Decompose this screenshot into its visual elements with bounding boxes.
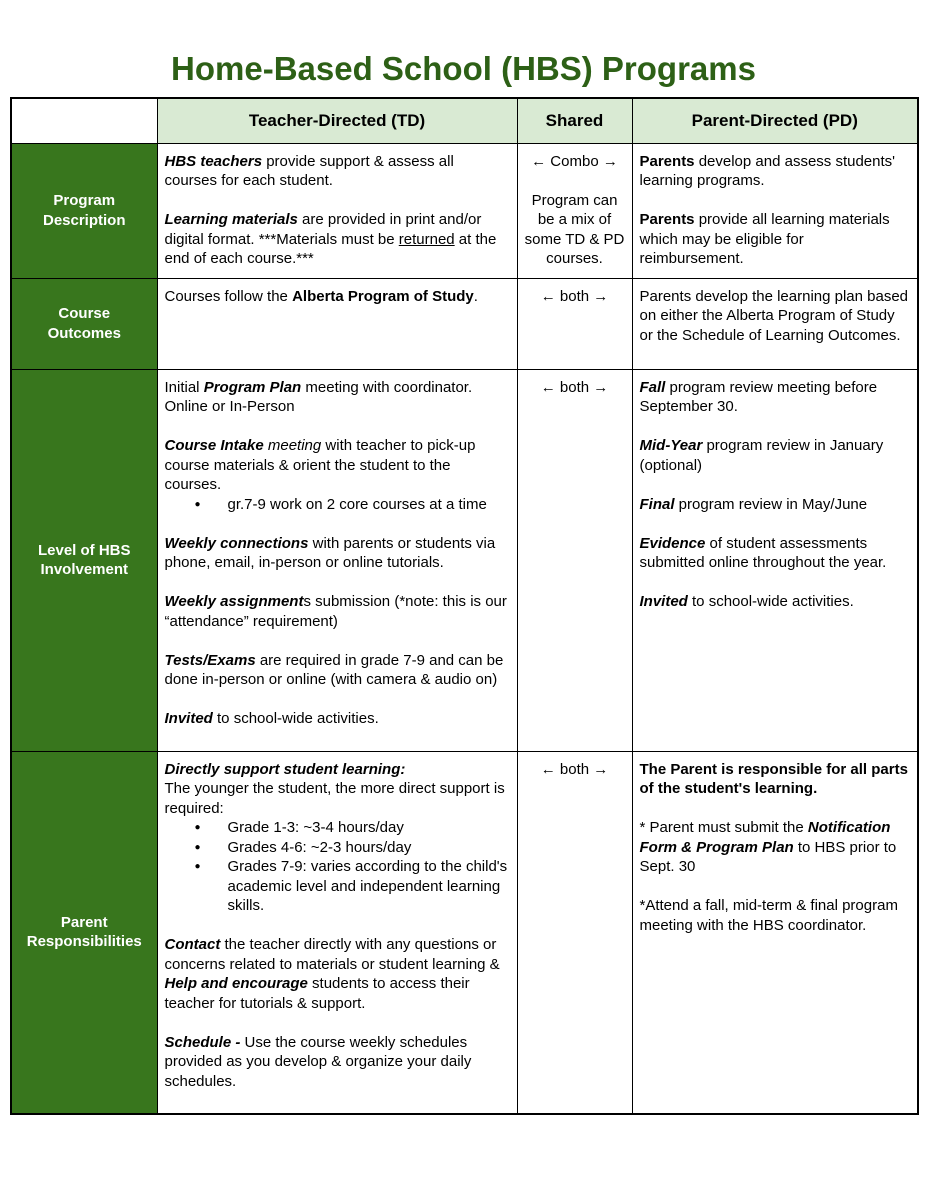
row-label-course-outcomes: Course Outcomes <box>11 278 157 369</box>
text-segment: Invited <box>164 710 213 727</box>
blank-line <box>165 690 509 710</box>
text-segment: Alberta Program of Study <box>292 287 474 305</box>
text-segment: students to access their teacher for tutorials & support. <box>164 975 470 1012</box>
bullet-item <box>195 818 509 838</box>
bullet-item <box>195 857 509 916</box>
bullet-item <box>195 495 509 515</box>
text-segment: Help and encourage <box>164 975 308 992</box>
cell-parent-responsibilities-teacher-directed <box>157 751 517 1114</box>
text-segment: program review in May/June <box>674 495 868 513</box>
text-segment: returned <box>398 230 455 248</box>
header-empty-cell <box>11 98 157 143</box>
blank-line <box>165 916 509 936</box>
text-segment: Use the course weekly schedules provided as you develop & organize your daily schedules. <box>164 1033 472 1090</box>
text-segment: * Parent must submit the <box>639 819 808 836</box>
text-segment: Directly support student learning: <box>164 760 406 778</box>
text-segment: to school-wide activities. <box>212 710 379 727</box>
text-segment: s submission (*note: this is our “attendance” requirement) <box>164 593 507 630</box>
cell-course-outcomes-shared <box>517 278 632 369</box>
paragraph <box>165 935 509 1013</box>
row-label-level-of-hbs-involvement: Level of HBS Involvement <box>11 369 157 751</box>
blank-line <box>640 417 910 437</box>
row-label-parent-responsibilities: Parent Responsibilities <box>11 751 157 1114</box>
blank-line <box>640 799 910 819</box>
blank-line <box>165 1013 509 1033</box>
text-segment: meeting <box>267 437 322 454</box>
paragraph <box>640 534 910 573</box>
text-segment: The younger the student, the more direct support is required: <box>164 780 505 817</box>
text-segment: Grades 4-6: ~2-3 hours/day <box>227 838 412 856</box>
blank-line <box>640 475 910 495</box>
paragraph <box>165 152 509 191</box>
paragraph <box>165 436 509 495</box>
text-segment: with teacher to pick-up course materials & orient the student to the courses. <box>164 437 476 493</box>
blank-line <box>165 514 509 534</box>
paragraph <box>523 760 627 780</box>
blank-line <box>165 631 509 651</box>
text-segment: ← both → <box>540 287 609 305</box>
text-segment: Evidence <box>639 534 706 552</box>
paragraph <box>165 779 509 818</box>
text-segment: Weekly connections <box>164 534 309 552</box>
bullet-icon: ● <box>194 822 201 833</box>
paragraph <box>165 651 509 690</box>
text-segment: ← both → <box>540 760 609 778</box>
paragraph <box>640 436 910 475</box>
cell-program-description-shared <box>517 143 632 278</box>
text-segment: meeting with coordinator. Online or In-Person <box>164 378 473 415</box>
text-segment: Mid-Year <box>639 437 703 454</box>
bullet-text <box>228 495 509 515</box>
bullet-icon: ● <box>194 498 201 510</box>
text-segment: gr.7-9 work on 2 core courses at a time <box>227 495 487 513</box>
cell-parent-responsibilities-shared <box>517 751 632 1114</box>
cell-level-of-hbs-involvement-teacher-directed <box>157 369 517 751</box>
cell-program-description-teacher-directed <box>157 143 517 278</box>
text-segment: program review in January (optional) <box>639 437 884 474</box>
text-segment: Parents <box>639 152 695 170</box>
text-segment: at the end of each course.*** <box>164 230 497 267</box>
table-row-course-outcomes <box>11 278 918 369</box>
header-row <box>11 98 918 143</box>
blank-line <box>165 573 509 593</box>
row-label-program-description: Program Description <box>11 143 157 278</box>
text-segment: Learning materials <box>164 211 298 228</box>
cell-level-of-hbs-involvement-parent-directed <box>632 369 918 751</box>
paragraph <box>165 760 509 780</box>
header-parent-directed: Parent-Directed (PD) <box>632 98 918 143</box>
text-segment: Courses follow the <box>164 287 293 305</box>
text-segment: ← both → <box>540 378 609 396</box>
text-segment: HBS teachers <box>164 152 263 170</box>
text-segment: of student assessments submitted online throughout the year. <box>639 534 887 571</box>
blank-line <box>640 877 910 897</box>
text-segment: The Parent is responsible for all parts of the student's learning. <box>639 760 908 797</box>
text-segment: to school-wide activities. <box>687 593 854 610</box>
bullet-item <box>195 838 509 858</box>
table-row-parent-responsibilities <box>11 751 918 1114</box>
paragraph <box>640 818 910 877</box>
paragraph <box>640 152 910 191</box>
text-segment: Tests/Exams <box>164 651 256 669</box>
text-segment: Program Plan <box>203 378 302 396</box>
paragraph <box>165 1033 509 1092</box>
blank-line <box>640 191 910 211</box>
header-shared: Shared <box>517 98 632 143</box>
text-segment: Parents <box>639 211 695 228</box>
text-segment: Parents develop the learning plan based on either the Alberta Program of Study or the Schedule of Learning Outcomes. <box>639 287 909 344</box>
paragraph <box>165 709 509 729</box>
paragraph <box>165 534 509 573</box>
page-title: Home-Based School (HBS) Programs <box>171 50 756 87</box>
blank-line <box>165 417 509 437</box>
text-segment: ← Combo → <box>531 152 618 170</box>
paragraph <box>523 287 627 307</box>
paragraph <box>640 287 910 346</box>
text-segment: Grades 7-9: varies according to the child's academic level and independent learning skills. <box>227 858 508 914</box>
blank-line <box>523 171 627 191</box>
text-segment: Weekly assignment <box>164 593 304 610</box>
text-segment: program review meeting before September 30. <box>639 378 878 415</box>
paragraph <box>523 378 627 398</box>
text-segment: Final <box>639 495 675 513</box>
bullet-text <box>228 818 509 838</box>
table-row-level-of-hbs-involvement <box>11 369 918 751</box>
paragraph <box>640 592 910 612</box>
text-segment: the teacher directly with any questions or concerns related to materials or student learning & <box>164 936 500 973</box>
paragraph <box>523 152 627 172</box>
blank-line <box>640 573 910 593</box>
blank-line <box>640 514 910 534</box>
paragraph <box>165 287 509 307</box>
text-segment: provide all learning materials which may be eligible for reimbursement. <box>639 211 890 267</box>
paragraph <box>165 210 509 269</box>
text-segment: Course Intake <box>164 437 264 454</box>
paragraph <box>640 760 910 799</box>
bullet-icon: ● <box>194 841 201 853</box>
bullet-text <box>228 857 509 916</box>
paragraph <box>640 495 910 515</box>
text-segment: to HBS prior to Sept. 30 <box>639 838 897 875</box>
paragraph <box>640 378 910 417</box>
paragraph <box>165 592 509 631</box>
text-segment: Program can be a mix of some TD & PD courses. <box>524 191 625 267</box>
text-segment: Invited <box>639 593 688 610</box>
cell-course-outcomes-parent-directed <box>632 278 918 369</box>
text-segment: develop and assess students' learning programs. <box>639 152 896 189</box>
cell-program-description-parent-directed <box>632 143 918 278</box>
text-segment: *Attend a fall, mid-term & final program meeting with the HBS coordinator. <box>639 897 898 934</box>
header-teacher-directed: Teacher-Directed (TD) <box>157 98 517 143</box>
cell-level-of-hbs-involvement-shared <box>517 369 632 751</box>
paragraph <box>640 896 910 935</box>
paragraph <box>165 378 509 417</box>
text-segment: with parents or students via phone, email, in-person or online tutorials. <box>164 534 496 571</box>
paragraph <box>523 191 627 269</box>
text-segment: are required in grade 7-9 and can be done in-person or online (with camera & audio on) <box>164 651 504 688</box>
hbs-programs-table <box>10 97 919 1115</box>
text-segment: Schedule - <box>164 1033 241 1051</box>
paragraph <box>640 210 910 269</box>
text-segment: Fall <box>639 378 666 396</box>
text-segment: are provided in print and/or digital format. ***Materials must be <box>164 211 482 248</box>
bullet-text <box>228 838 509 858</box>
text-segment: Grade 1-3: ~3-4 hours/day <box>227 819 404 836</box>
bullet-icon: ● <box>194 861 201 872</box>
text-segment: Contact <box>164 936 221 953</box>
cell-course-outcomes-teacher-directed <box>157 278 517 369</box>
table-row-program-description <box>11 143 918 278</box>
text-segment: . <box>473 287 478 305</box>
cell-parent-responsibilities-parent-directed <box>632 751 918 1114</box>
text-segment: provide support & assess all courses for each student. <box>164 152 454 189</box>
text-segment: Notification Form & Program Plan <box>639 819 891 856</box>
text-segment: Initial <box>164 378 204 396</box>
blank-line <box>165 191 509 211</box>
